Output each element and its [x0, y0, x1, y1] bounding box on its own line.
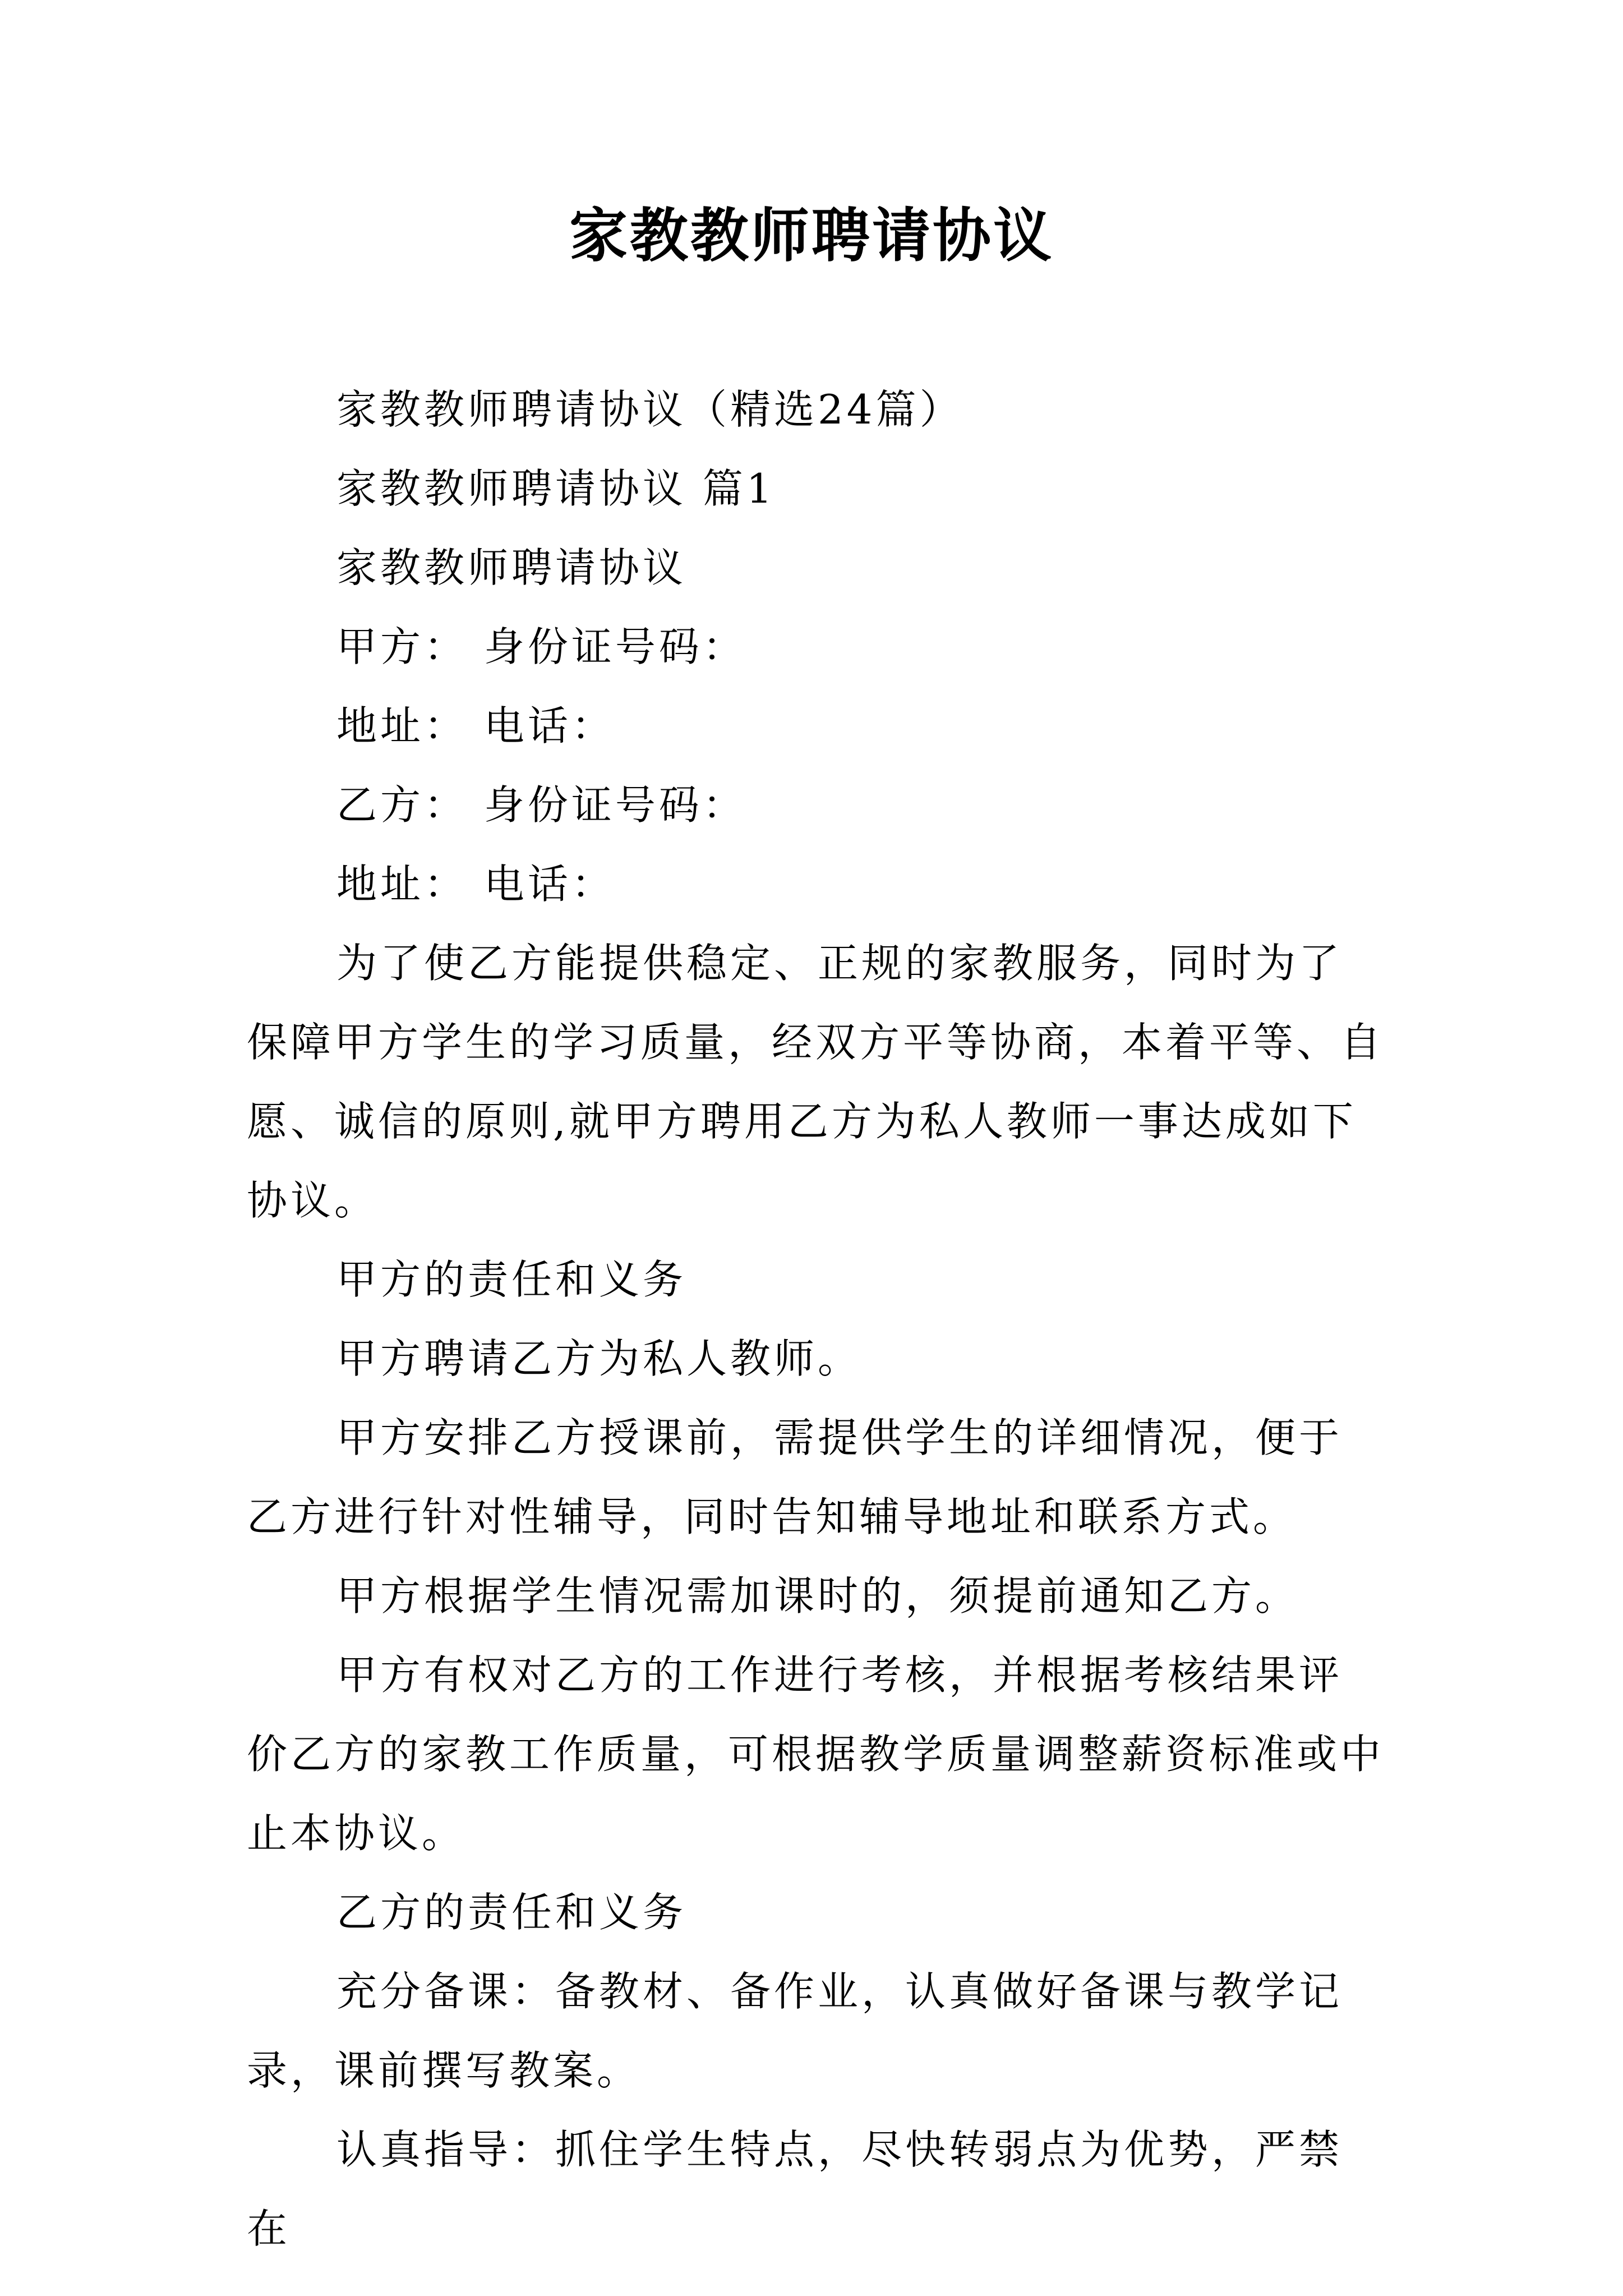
paragraph: 家教教师聘请协议（精选24篇）: [336, 386, 963, 433]
paragraph: 充分备课：备教材、备作业，认真做好备课与教学记录，课前撰写教案。: [247, 1968, 1343, 2094]
paragraph: 家教教师聘请协议 篇1: [336, 465, 776, 512]
paragraph: 地址： 电话：: [336, 702, 615, 749]
paragraph: 乙方的责任和义务: [336, 1889, 687, 1936]
paragraph: 乙方： 身份证号码：: [336, 781, 746, 829]
paragraph: 甲方根据学生情况需加课时的，须提前通知乙方。: [336, 1572, 1299, 1619]
paragraph: 地址： 电话：: [336, 861, 615, 908]
paragraph: 为了使乙方能提供稳定、正规的家教服务，同时为了保障甲方学生的学习质量，经双方平等协商，本着平等、自愿、诚信的原则,就甲方聘用乙方为私人教师一事达成如下协议。: [247, 940, 1385, 1224]
document-body: [247, 370, 1385, 2269]
paragraph: 家教教师聘请协议: [336, 544, 687, 591]
paragraph: 甲方有权对乙方的工作进行考核，并根据考核结果评价乙方的家教工作质量，可根据教学质量调整薪资标准或中止本协议。: [247, 1651, 1385, 1857]
document-title: 家教教师聘请协议: [569, 201, 1054, 270]
paragraph: 甲方安排乙方授课前，需提供学生的详细情况，便于乙方进行针对性辅导，同时告知辅导地址和联系方式。: [247, 1414, 1343, 1540]
paragraph: 甲方聘请乙方为私人教师。: [336, 1335, 862, 1382]
paragraph: 甲方的责任和义务: [336, 1256, 687, 1303]
paragraph: 认真指导：抓住学生特点，尽快转弱点为优势，严禁在: [247, 2126, 1343, 2252]
paragraph: 甲方： 身份证号码：: [336, 623, 746, 670]
